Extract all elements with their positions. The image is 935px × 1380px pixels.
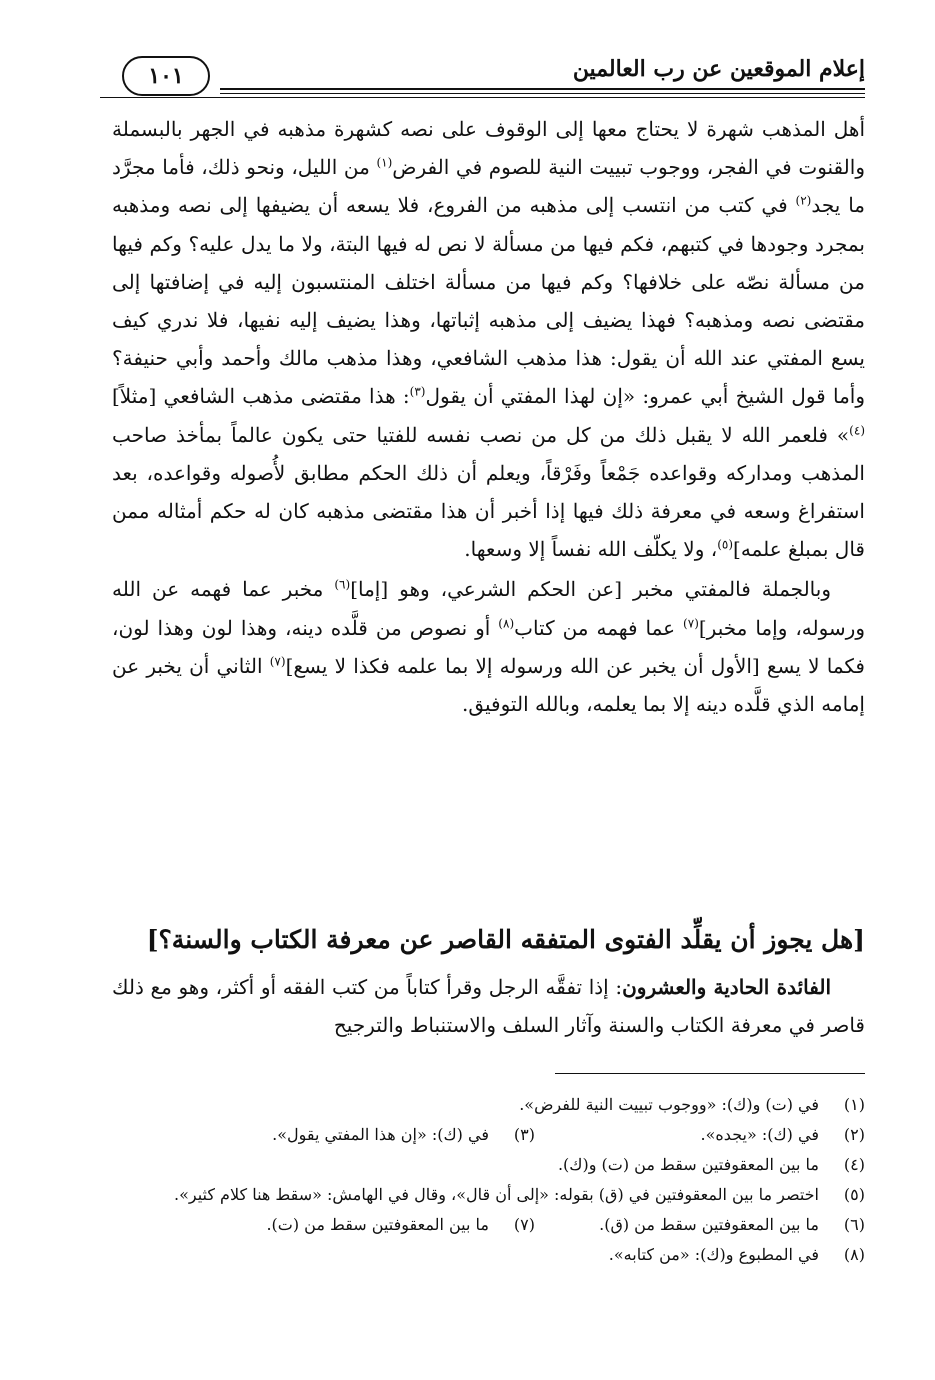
footnote-ref: (٧) bbox=[683, 615, 699, 630]
footnote bbox=[112, 1180, 865, 1210]
main-text bbox=[112, 110, 865, 725]
paragraph bbox=[112, 570, 865, 723]
text-run: من الليل، ونحو ذلك، فأما مجرَّد ما يجد bbox=[112, 155, 865, 218]
footnote-text: اختصر ما بين المعقوفتين في (ق) بقوله: «إلى أن قال»، وقال في الهامش: «سقط هنا كلام كثير». bbox=[173, 1185, 819, 1204]
text-run: : هذا مقتضى مذهب الشافعي [مثلاً] bbox=[112, 384, 410, 409]
footnote-ref: (٨) bbox=[498, 615, 515, 630]
footnote-text: في (ت) و(ك): «ووجوب تبييت النية للفرض». bbox=[519, 1095, 819, 1114]
footnote-number: (٨) bbox=[843, 1245, 865, 1264]
footnote-number: (٣) bbox=[513, 1125, 535, 1144]
footnote-ref: (٥) bbox=[717, 537, 734, 552]
paragraph bbox=[112, 110, 865, 568]
section-heading: [هل يجوز أن يقلِّد الفتوى المتفقه القاصر عن معرفة الكتاب والسنة؟] bbox=[146, 925, 865, 954]
footnote-ref: (٣) bbox=[409, 384, 426, 399]
text-run: ، ولا يكلّف الله نفساً إلا وسعها. bbox=[464, 537, 718, 562]
text-run: : إذا تفقَّه الرجل وقرأ كتاباً من كتب الفقه أو أكثر، وهو مع ذلك قاصر في معرفة الكتاب والسنة وآثار السلف والاستنباط والترجيح bbox=[112, 975, 865, 1037]
footnote bbox=[205, 1120, 535, 1150]
text-run: أو نصوص من قلَّده دينه، وهذا لون وهذا لون، فكما لا يسع [الأول أن يخبر عن الله ورسوله إلا بما علمه فكذا لا يسع] bbox=[112, 615, 865, 678]
footnote bbox=[112, 1240, 865, 1270]
footnote-text: ما بين المعقوفتين سقط من (ت) و(ك). bbox=[557, 1155, 819, 1174]
footnote bbox=[112, 1090, 865, 1120]
footnote-text: في (ك): «إن هذا المفتي يقول». bbox=[272, 1125, 489, 1144]
footnote-number: (٧) bbox=[513, 1215, 535, 1234]
footnote-ref: (٤) bbox=[849, 422, 865, 437]
footnote-number: (١) bbox=[843, 1095, 865, 1114]
footnote bbox=[112, 1150, 865, 1180]
footnote-number: (٢) bbox=[843, 1125, 865, 1144]
footnote-number: (٥) bbox=[843, 1185, 865, 1204]
text-run: الثاني أن يخبر عن إمامه الذي قلَّده دينه إلا بما يعلمه، وبالله التوفيق. bbox=[112, 653, 865, 717]
footnote-text: ما بين المعقوفتين سقط من (ق). bbox=[599, 1215, 819, 1234]
text-run: أهل المذهب شهرة لا يحتاج معها إلى الوقوف على نصه كشهرة مذهبه في الجهر بالبسملة والقنوت في الفجر، ووجوب تبييت النية للصوم في الفرض bbox=[112, 117, 865, 180]
header-rule bbox=[220, 88, 865, 90]
footnote-ref: (٢) bbox=[795, 193, 812, 208]
text-run: عما فهمه من كتاب bbox=[514, 615, 684, 640]
text-run: مخبر عما فهمه عن الله ورسوله، وإما مخبر] bbox=[112, 577, 865, 640]
running-header bbox=[100, 52, 865, 102]
section-text bbox=[112, 968, 865, 1044]
footnote-ref: (٧) bbox=[269, 654, 286, 669]
header-rule bbox=[100, 97, 865, 98]
text-run: في كتب من انتسب إلى مذهبه من الفروع، فلا يسعه أن يضيفها إلى نصه ومذهبه بمجرد وجودها في كتبهم، فكم فيها من مسألة لا نص له فيها البتة، ولا ما يدل عليه؟ وكم فيها من مسألة نصّه على خلافها؟ وكم فيها من مسألة اختلف المنتسبون إليه في إضافتها إلى مقتضى نصه ومذهبه؟ فهذا يضيف إلى مذهبه إثباتها، وهذا يضيف إليه نفيها، فلا ندري كيف يسع المفتي عند الله أن يقول: هذا مذهب الشافعي، وهذا مذهب مالك وأحمد وأبي حنيفة؟ وأما قول الشيخ أبي عمرو: «إن لهذا المفتي أن يقول bbox=[112, 193, 865, 409]
footnote bbox=[205, 1210, 535, 1240]
footnote-row bbox=[112, 1120, 865, 1150]
footnote-ref: (٦) bbox=[334, 577, 351, 592]
footnote bbox=[535, 1120, 865, 1150]
paragraph bbox=[112, 968, 865, 1044]
page-number: ١٠١ bbox=[122, 56, 210, 96]
header-title: إعلام الموقعين عن رب العالمين bbox=[572, 56, 865, 82]
footnote-number: (٤) bbox=[843, 1155, 865, 1174]
lead-phrase: الفائدة الحادية والعشرون bbox=[622, 975, 831, 999]
footnote-text: في (ك): «يجده». bbox=[700, 1125, 819, 1144]
footnotes bbox=[112, 1090, 865, 1270]
footnote-row bbox=[112, 1210, 865, 1240]
footnote-text: في المطبوع و(ك): «من كتابه». bbox=[608, 1245, 819, 1264]
footnote-ref: (١) bbox=[376, 155, 393, 170]
text-run: » فلعمر الله لا يقبل ذلك من كل من نصب نفسه للفتيا حتى يكون عالماً بمأخذ صاحب المذهب ومداركه وقواعده جَمْعاً وفَرْقاً، ويعلم أن ذلك الحكم مطابق لأُصوله وقواعده، بعد استفراغ وسعه في معرفة ذلك فيها إذا أخبر أن هذا مقتضى مذهبه كان له حكم أمثاله ممن قال بمبلغ علمه] bbox=[112, 422, 865, 562]
footnote-divider bbox=[555, 1073, 865, 1074]
header-rule bbox=[220, 93, 865, 94]
footnote bbox=[535, 1210, 865, 1240]
footnote-text: ما بين المعقوفتين سقط من (ت). bbox=[266, 1215, 489, 1234]
text-run: وبالجملة فالمفتي مخبر [عن الحكم الشرعي، وهو [إما] bbox=[350, 577, 831, 602]
footnote-number: (٦) bbox=[843, 1215, 865, 1234]
